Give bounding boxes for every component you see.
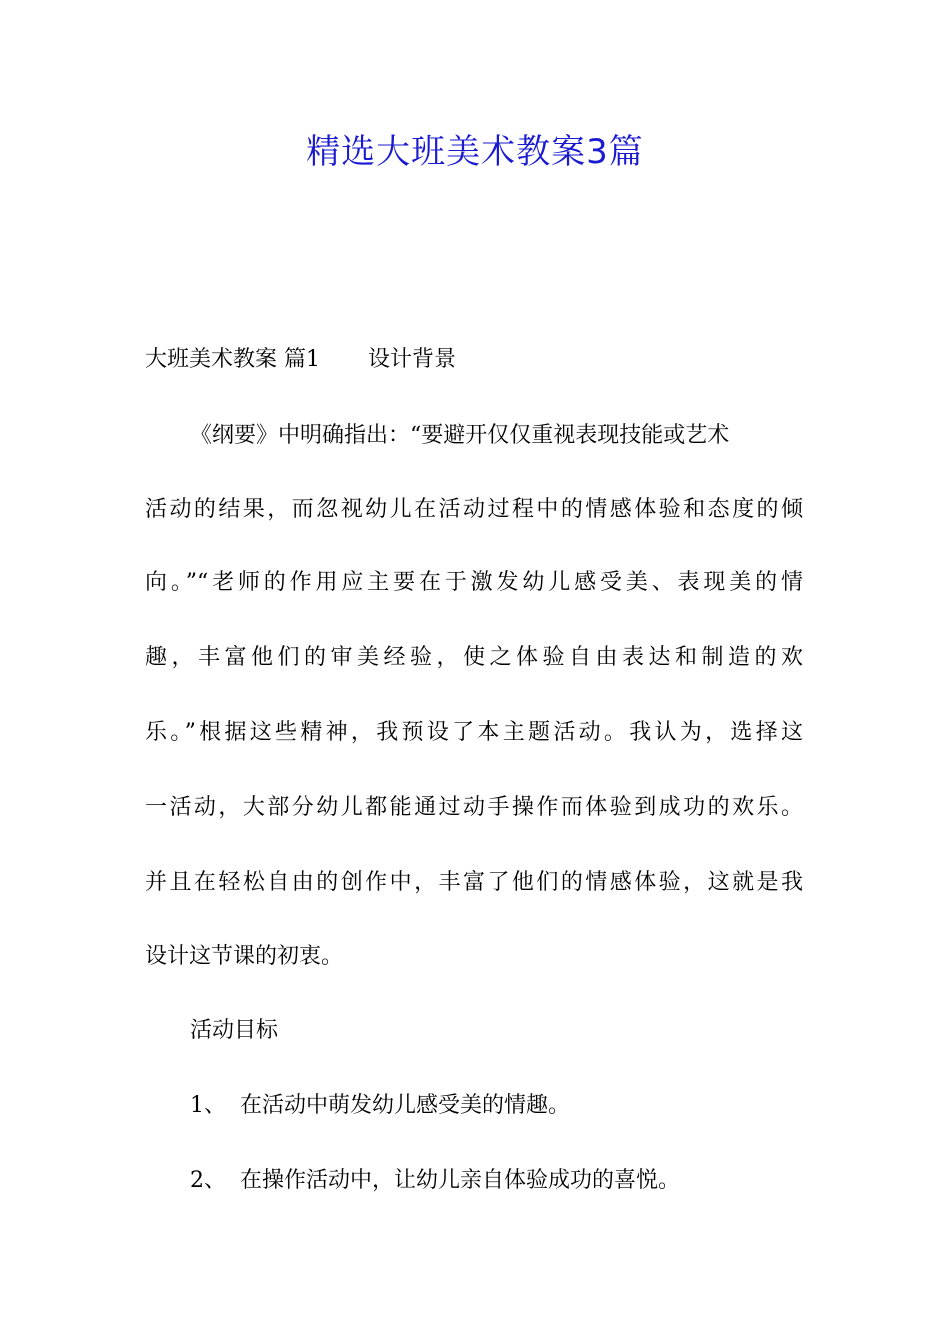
paragraph-line: 一活动，大部分幼儿都能通过动手操作而体验到成功的欢乐。: [145, 795, 803, 820]
goal-item: [190, 1091, 570, 1121]
paragraph-line: 活动的结果，而忽视幼儿在活动过程中的情感体验和态度的倾: [145, 497, 803, 522]
paragraph-line: 并且在轻松自由的创作中，丰富了他们的情感体验，这就是我: [145, 870, 803, 895]
goal-item: [190, 1166, 680, 1196]
paragraph-line: 乐。”根据这些精神，我预设了本主题活动。我认为，选择这: [145, 720, 803, 745]
paragraph-line: 设计这节课的初衷。: [145, 944, 344, 969]
goal-number: 2、: [190, 1168, 226, 1193]
goals-heading: 活动目标: [190, 1018, 279, 1043]
goal-text: 在活动中萌发幼儿感受美的情趣。: [240, 1093, 571, 1118]
section-heading: [145, 345, 456, 375]
heading-section: 设计背景: [368, 347, 457, 372]
document-title: 精选大班美术教案3篇: [306, 132, 644, 172]
goal-number: 1、: [190, 1093, 226, 1118]
paragraph-line: 趣，丰富他们的审美经验，使之体验自由表达和制造的欢: [145, 645, 803, 670]
paragraph-line: 《纲要》中明确指出：“要避开仅仅重视表现技能或艺术: [190, 423, 730, 448]
heading-label: 大班美术教案 篇1: [145, 347, 320, 372]
paragraph-line: 向。”“老师的作用应主要在于激发幼儿感受美、表现美的情: [145, 570, 803, 595]
goal-text: 在操作活动中，让幼儿亲自体验成功的喜悦。: [240, 1168, 681, 1193]
